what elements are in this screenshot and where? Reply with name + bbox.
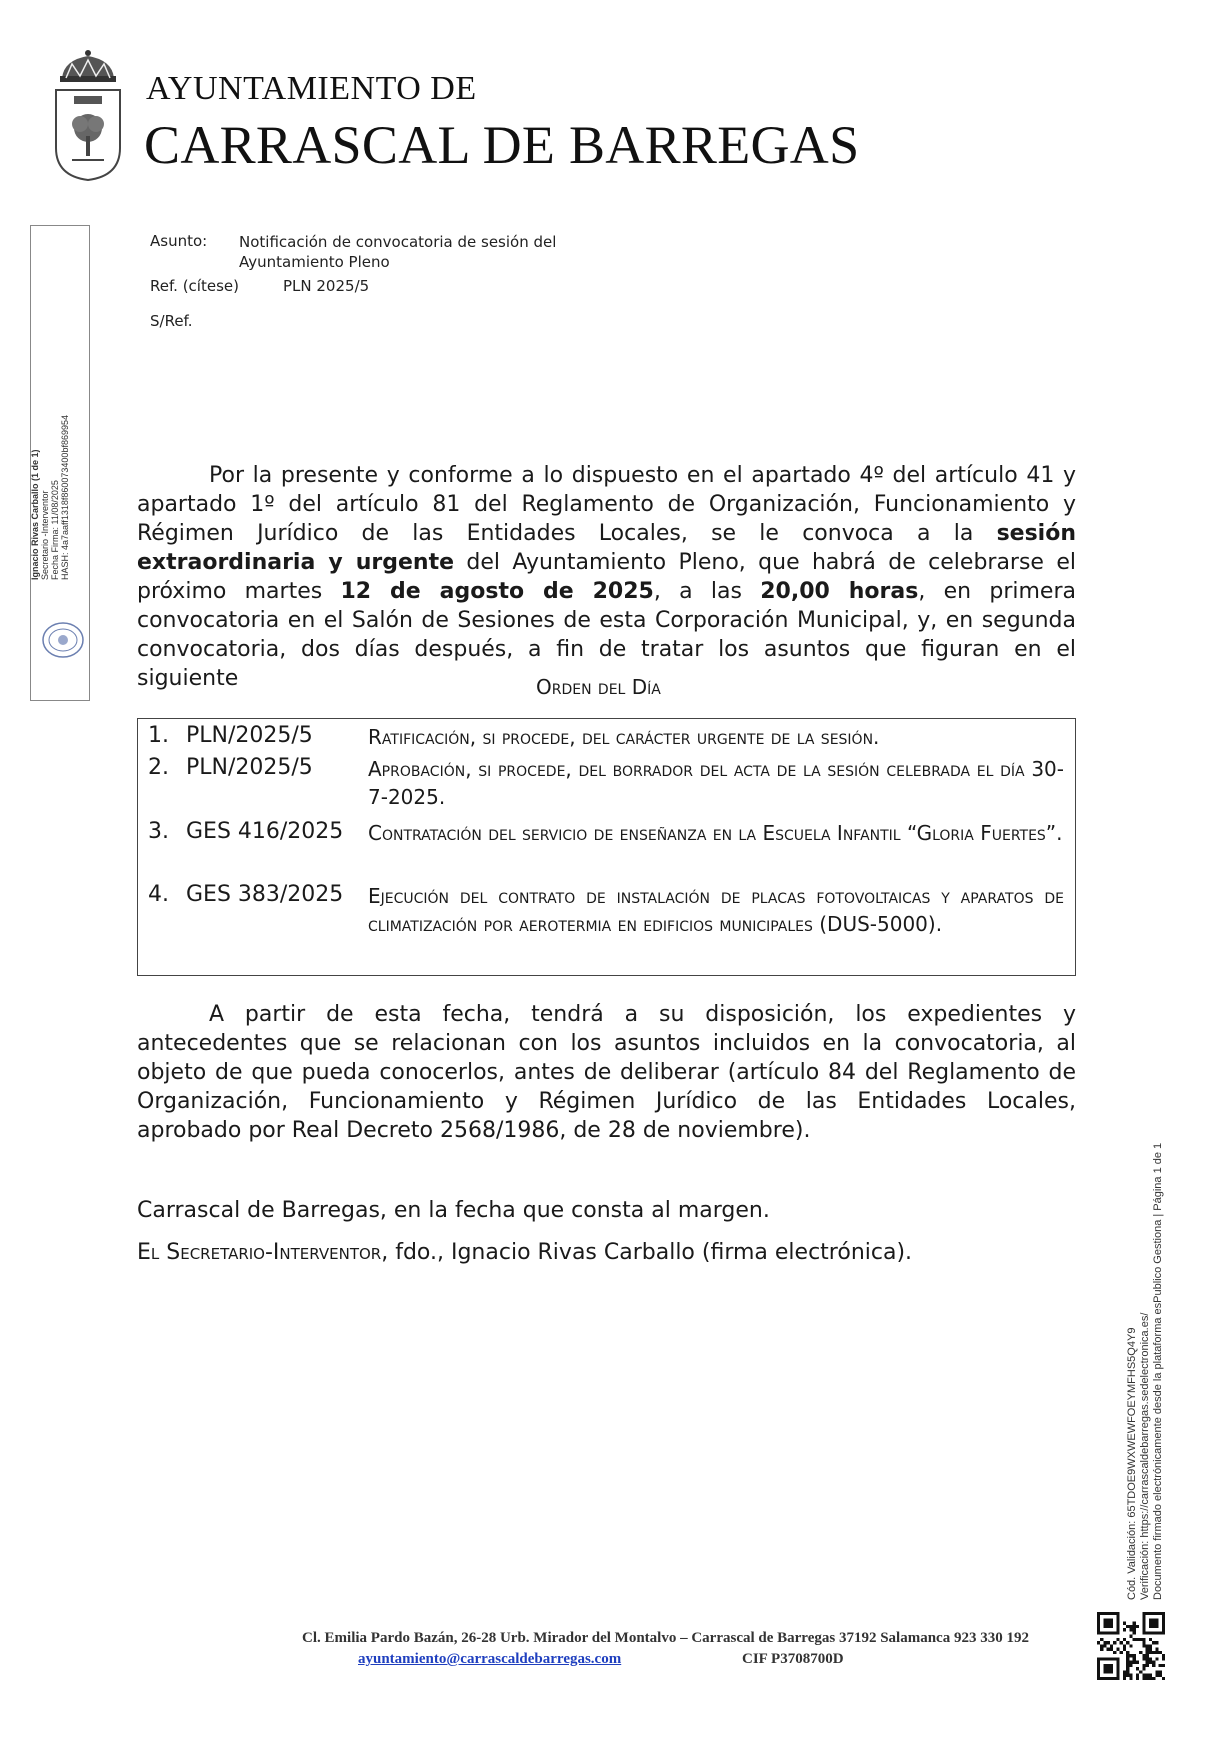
footer-address-text: Cl. Emilia Pardo Bazán, 26-28 Urb. Mirador del Montalvo – Carrascal de Barregas 37192 Salamanca 923 330 192 xyxy=(302,1630,1029,1646)
subject-label: Asunto: xyxy=(150,232,208,250)
p2-text: A partir de esta fecha, tendrá a su disposición, los expedientes y antecedentes que se relacionan con los asuntos incluidos en la convocatoria, al objeto de que pueda conocerlos, antes de deliberar (artículo 84 del Reglamento de Organización, Funcionamiento y Régimen Jurídico de las Entidades Locales, aprobado por Real Decreto 2568/1986, de 28 de noviembre). xyxy=(137,1002,1076,1143)
validation-code: Cód. Validación: 65TDOE9WXWEWFOEYMFHS5Q4Y9 xyxy=(1126,1327,1138,1600)
convocation-paragraph xyxy=(137,461,1076,693)
agenda-item-number: 3. xyxy=(148,819,169,844)
agenda-item-number: 1. xyxy=(148,723,169,748)
p1-text-a: Por la presente y conforme a lo dispuesto en el apartado 4º del artículo 41 y apartado 1º del artículo 81 del Reglamento de Organización, Funcionamiento y Régimen Jurídico de las Entidades Locales, se le convoca a la xyxy=(137,463,1076,546)
coat-of-arms-logo xyxy=(52,48,124,182)
agenda-item-description: Ejecución del contrato de instalación de placas fotovoltaicas y aparatos de climatización por aerotermia en edificios municipales (DUS-5000). xyxy=(368,884,1064,936)
signer-title: El Secretario-Interventor xyxy=(137,1240,382,1265)
p1-date: 12 de agosto de 2025 xyxy=(340,579,654,604)
signer-role: Secretario -Interventor xyxy=(40,490,50,580)
sref-label: S/Ref. xyxy=(150,312,193,330)
agenda-item-code: PLN/2025/5 xyxy=(186,755,313,780)
p1-text-c: del Ayuntamiento Pleno, que habrá de celebrarse el próximo martes xyxy=(137,550,1076,604)
footer-address xyxy=(0,1630,1221,1647)
seal-icon xyxy=(40,620,86,660)
document-signed-note: Documento firmado electrónicamente desde la plataforma esPublico Gestiona | Página 1 de 1 xyxy=(1152,1142,1164,1600)
reference-value: PLN 2025/5 xyxy=(283,277,370,295)
signer-line xyxy=(137,1240,912,1265)
validation-info xyxy=(1126,1080,1165,1600)
signature-date: Fecha Firma: 11/08/2025 xyxy=(50,480,60,580)
header-title-line2: CARRASCAL DE BARREGAS xyxy=(144,115,860,175)
p1-time: 20,00 horas xyxy=(760,579,919,604)
agenda-item-description: Contratación del servicio de enseñanza en la Escuela Infantil “Gloria Fuertes”. xyxy=(368,821,1063,845)
p1-text-e: , a las xyxy=(653,579,761,604)
subject-value: Notificación de convocatoria de sesión del Ayuntamiento Pleno xyxy=(239,233,557,271)
agenda-table xyxy=(137,718,1076,976)
signature-hash: HASH: 4a7aaff1318f860073400bf869954 xyxy=(60,415,70,580)
p1-text-g: , en primera convocatoria en el Salón de Sesiones de esta Corporación Municipal, y, en segunda convocatoria, dos días después, a fin de tratar los asuntos que figuran en el siguiente xyxy=(137,579,1076,691)
agenda-item-code: GES 383/2025 xyxy=(186,882,344,907)
signer-rest: , fdo., Ignacio Rivas Carballo (firma electrónica). xyxy=(381,1240,913,1265)
availability-paragraph xyxy=(137,1000,1076,1145)
closing-line: Carrascal de Barregas, en la fecha que consta al margen. xyxy=(137,1198,770,1223)
agenda-title: Orden del Día xyxy=(536,675,661,699)
agenda-item-number: 2. xyxy=(148,755,169,780)
agenda-item-description: Aprobación, si procede, del borrador del acta de la sesión celebrada el día 30-7-2025. xyxy=(368,757,1065,809)
signer-name: Ignacio Rivas Carballo (1 de 1) xyxy=(30,449,40,580)
agenda-item-code: PLN/2025/5 xyxy=(186,723,313,748)
agenda-item-code: GES 416/2025 xyxy=(186,819,344,844)
signature-info xyxy=(30,320,70,580)
footer-email-link[interactable]: ayuntamiento@carrascaldebarregas.com xyxy=(358,1651,622,1667)
verification-url: Verificación: https://carrascaldebarregas.sedelectronica.es/ xyxy=(1139,1312,1151,1600)
reference-label: Ref. (cítese) xyxy=(150,277,239,295)
header-title-line1: AYUNTAMIENTO DE xyxy=(146,70,477,107)
footer-cif: CIF P3708700D xyxy=(742,1651,844,1667)
agenda-item-description: Ratificación, si procede, del carácter urgente de la sesión. xyxy=(368,725,880,749)
p1-session-type: sesión extraordinaria y urgente xyxy=(137,521,1076,575)
agenda-item-number: 4. xyxy=(148,882,169,907)
